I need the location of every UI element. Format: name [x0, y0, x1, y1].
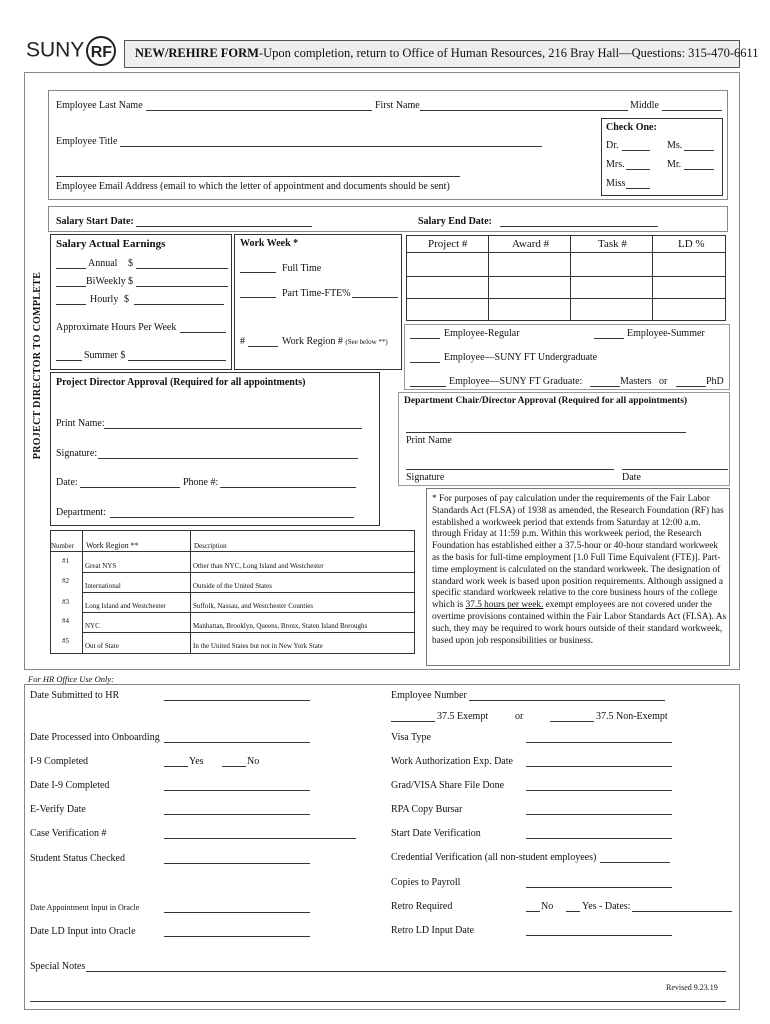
region-header-number: Number — [51, 542, 74, 550]
region-row-line — [82, 592, 415, 593]
hr-employee-number: Employee Number — [391, 690, 467, 701]
hr-exempt-check[interactable] — [391, 721, 435, 722]
award-col-divider — [570, 235, 571, 321]
hr-work-auth: Work Authorization Exp. Date — [391, 756, 513, 767]
salary-start-field[interactable] — [136, 226, 312, 227]
side-label: PROJECT DIRECTOR TO COMPLETE — [32, 271, 44, 460]
region-name: International — [85, 582, 121, 590]
hr-i9-completed: I-9 Completed — [30, 756, 89, 767]
region-num: #1 — [62, 557, 69, 565]
title-dr-field[interactable] — [622, 150, 650, 151]
work-week-box — [234, 234, 402, 370]
pd-signature-label: Signature: — [56, 448, 98, 459]
or-label: or — [659, 376, 668, 387]
region-name: NYC — [85, 622, 100, 630]
hr-credential-verification-field[interactable] — [600, 862, 670, 863]
first-name-field[interactable] — [420, 110, 628, 111]
phd-check[interactable] — [676, 386, 706, 387]
pd-date-label: Date: — [56, 477, 78, 488]
summer-check[interactable] — [56, 360, 82, 361]
hr-credential-verification: Credential Verification (all non-student employees) — [391, 852, 597, 863]
title-ms: Ms. — [667, 140, 683, 151]
emp-undergrad-label: Employee—SUNY FT Undergraduate — [444, 352, 598, 363]
pd-department-field[interactable] — [110, 517, 354, 518]
hr-date-appointment: Date Appointment Input in Oracle — [30, 903, 140, 912]
hr-visa-type: Visa Type — [391, 732, 431, 743]
hr-date-ld: Date LD Input into Oracle — [30, 926, 136, 937]
hr-date-submitted: Date Submitted to HR — [30, 690, 120, 701]
form-header — [124, 40, 759, 68]
pd-approval-box — [50, 372, 380, 526]
flsa-note — [432, 494, 728, 647]
hr-date-onboarding: Date Processed into Onboarding — [30, 732, 160, 743]
full-time-check[interactable] — [240, 272, 276, 273]
hr-retro-no: No — [541, 901, 554, 912]
form-title: NEW/REHIRE FORM — [135, 46, 259, 60]
hr-retro-dates-field[interactable] — [632, 911, 732, 912]
dc-print-label: Print Name — [406, 435, 452, 446]
phd-label: PhD — [706, 376, 724, 387]
pd-print-label: Print Name: — [56, 418, 105, 429]
pd-print-field[interactable] — [104, 428, 362, 429]
hr-date-submitted-field[interactable] — [164, 700, 310, 701]
hr-start-verification-field[interactable] — [526, 838, 672, 839]
biweekly-check[interactable] — [56, 286, 86, 287]
work-region-text: Work Region # — [282, 336, 343, 347]
title-mr: Mr. — [667, 159, 682, 170]
region-num: #5 — [62, 637, 69, 645]
region-row-line — [82, 632, 415, 633]
dollar-sign: $ — [128, 276, 133, 287]
region-num: #2 — [62, 577, 69, 585]
pd-department-label: Department: — [56, 507, 106, 518]
title-label: Employee Title — [56, 136, 118, 147]
hash-label: # — [240, 336, 245, 347]
hourly-label: Hourly — [90, 294, 119, 305]
title-mrs: Mrs. — [606, 159, 625, 170]
full-time-label: Full Time — [282, 263, 322, 274]
region-name: Out of State — [85, 642, 119, 650]
title-mr-field[interactable] — [684, 169, 714, 170]
form-subtitle: -Upon completion, return to Office of Human Resources, 216 Bray Hall—Questions: 315-470-6611 — [258, 46, 759, 60]
hr-retro-ld-field[interactable] — [526, 935, 672, 936]
flsa-text-1: * For purposes of pay calculation under the requirements of the Fair Labor Standards Act (FLSA) of 1938 as amended, the Research Foundation (RF) has established a workweek period that extends from Saturday at 12:00 a.m. through Friday at 11:59 p.m. Within this workweek period, the Research Foundation has established either a 37.5-hour or 40-hour standard workweek as the basis for full-time employment [1.0 Full Time Equivalent (FTE)]. Part-time employment is calculated on the standard workweek. The designation of standard work week is based upon position requirements. Although assigned a specific standard workweek relative to the core business hours of the college which is — [432, 494, 724, 611]
dc-signature-field[interactable] — [406, 469, 614, 470]
hr-i9-no-check[interactable] — [222, 766, 246, 767]
part-time-check[interactable] — [240, 297, 276, 298]
hr-everify: E-Verify Date — [30, 804, 86, 815]
suny-rf-logo — [26, 36, 116, 66]
dc-date-field[interactable] — [622, 469, 728, 470]
emp-graduate-label: Employee—SUNY FT Graduate: — [449, 376, 583, 387]
hr-start-verification: Start Date Verification — [391, 828, 481, 839]
hr-retro-required: Retro Required — [391, 901, 453, 912]
salary-start-label: Salary Start Date: — [56, 216, 134, 227]
region-num: #3 — [62, 598, 69, 606]
hr-date-i9-field[interactable] — [164, 790, 310, 791]
email-label: Employee Email Address (email to which the letter of appointment and documents should be sent) — [56, 181, 450, 192]
summer-label: Summer $ — [84, 350, 126, 361]
emp-summer-check[interactable] — [594, 338, 624, 339]
email-field[interactable] — [56, 176, 460, 177]
dc-signature-label: Signature — [406, 472, 445, 483]
emp-undergrad-check[interactable] — [410, 362, 440, 363]
check-one-label: Check One: — [606, 122, 657, 133]
dollar-sign: $ — [124, 294, 129, 305]
hr-date-onboarding-field[interactable] — [164, 742, 310, 743]
hr-student-status-field[interactable] — [164, 863, 310, 864]
hr-grad-visa-field[interactable] — [526, 790, 672, 791]
emp-graduate-check[interactable] — [410, 386, 446, 387]
region-header-desc: Description — [194, 542, 227, 550]
middle-field[interactable] — [662, 110, 722, 111]
dc-date-label: Date — [622, 472, 641, 483]
annual-check[interactable] — [56, 268, 86, 269]
logo-mark: RF — [86, 36, 116, 66]
project-header: Project # — [428, 238, 468, 250]
salary-dates-box — [48, 206, 728, 232]
masters-label: Masters — [620, 376, 652, 387]
work-region-label — [282, 336, 388, 347]
annual-amount[interactable] — [136, 268, 228, 269]
see-below-note: (See below **) — [345, 338, 388, 346]
hr-visa-type-field[interactable] — [526, 742, 672, 743]
hr-retro-ld: Retro LD Input Date — [391, 925, 475, 936]
hr-date-appointment-field[interactable] — [164, 912, 310, 913]
region-header-line — [50, 551, 415, 552]
emp-summer-label: Employee-Summer — [627, 328, 705, 339]
award-header: Award # — [512, 238, 550, 250]
dc-approval-title: Department Chair/Director Approval (Required for all appointments) — [404, 396, 688, 406]
part-time-label: Part Time-FTE% — [282, 288, 351, 299]
dollar-sign: $ — [128, 258, 133, 269]
hr-i9-yes: Yes — [189, 756, 204, 767]
region-num: #4 — [62, 617, 69, 625]
hr-special-notes: Special Notes — [30, 961, 86, 972]
title-miss-field[interactable] — [626, 188, 650, 189]
task-header: Task # — [598, 238, 627, 250]
region-desc: Outside of the United States — [193, 582, 272, 590]
ld-header: LD % — [678, 238, 705, 250]
region-name: Great NYS — [85, 562, 117, 570]
hourly-check[interactable] — [56, 304, 86, 305]
region-row-line — [82, 572, 415, 573]
emp-regular-label: Employee-Regular — [444, 328, 520, 339]
hr-i9-no: No — [247, 756, 260, 767]
hr-retro-yes: Yes - Dates: — [582, 901, 631, 912]
title-miss: Miss — [606, 178, 626, 189]
middle-label: Middle — [630, 100, 659, 111]
project-col-divider — [488, 235, 489, 321]
salary-end-field[interactable] — [500, 226, 658, 227]
task-col-divider — [652, 235, 653, 321]
masters-check[interactable] — [590, 386, 620, 387]
biweekly-label: BiWeekly — [86, 276, 126, 287]
pd-approval-title: Project Director Approval (Required for all appointments) — [56, 377, 306, 388]
row-divider-1 — [406, 276, 726, 277]
region-header-region: Work Region ** — [86, 541, 139, 550]
title-field[interactable] — [120, 146, 542, 147]
hr-work-auth-field[interactable] — [526, 766, 672, 767]
hr-special-notes-field[interactable] — [86, 971, 726, 972]
project-table-header-line — [406, 252, 726, 253]
hourly-amount[interactable] — [134, 304, 224, 305]
hr-employee-number-field[interactable] — [469, 700, 665, 701]
pd-phone-label: Phone #: — [183, 477, 219, 488]
region-desc: Manhattan, Brooklyn, Queens, Bronx, Staten Island Boroughs — [193, 622, 368, 630]
hr-student-status: Student Status Checked — [30, 853, 125, 864]
hr-rpa-copy-field[interactable] — [526, 814, 672, 815]
region-row-line — [82, 612, 415, 613]
flsa-text-2: exempt employees are not covered under the overtime provisions contained within the Fair Labor Standards Act (FLSA). As such, they may be required to work hours outside of their standard workweek, based upon job responsibilities or business. — [432, 600, 727, 646]
work-week-title: Work Week * — [240, 238, 299, 249]
hr-retro-no-check[interactable] — [526, 911, 540, 912]
row-divider-2 — [406, 298, 726, 299]
hr-everify-field[interactable] — [164, 814, 310, 815]
salary-end-label: Salary End Date: — [418, 216, 492, 227]
hr-nonexempt-check[interactable] — [550, 721, 594, 722]
title-ms-field[interactable] — [684, 150, 714, 151]
last-name-field[interactable] — [146, 110, 372, 111]
work-region-field[interactable] — [248, 346, 278, 347]
logo-text: SUNY — [26, 38, 85, 62]
earnings-box — [50, 234, 232, 370]
fte-field[interactable] — [352, 297, 398, 298]
hr-i9-yes-check[interactable] — [164, 766, 188, 767]
pd-phone-field[interactable] — [220, 487, 356, 488]
last-name-label: Employee Last Name — [56, 100, 143, 111]
region-desc: Other than NYC, Long Island and Westchester — [193, 562, 324, 570]
hr-exempt-or: or — [515, 711, 524, 722]
annual-label: Annual — [88, 258, 118, 269]
hr-grad-visa: Grad/VISA Share File Done — [391, 780, 505, 791]
first-name-label: First Name — [375, 100, 420, 111]
hr-case-verification-field[interactable] — [164, 838, 356, 839]
approx-hours-label: Approximate Hours Per Week — [56, 322, 177, 333]
summer-amount[interactable] — [128, 360, 226, 361]
earnings-title: Salary Actual Earnings — [56, 238, 166, 250]
hr-date-i9: Date I-9 Completed — [30, 780, 110, 791]
hr-label: For HR Office Use Only: — [28, 674, 114, 684]
title-mrs-field[interactable] — [626, 169, 650, 170]
title-dr: Dr. — [606, 140, 619, 151]
dc-print-field[interactable] — [406, 432, 686, 433]
hr-rpa-copy: RPA Copy Bursar — [391, 804, 463, 815]
hr-copies-payroll: Copies to Payroll — [391, 877, 461, 888]
emp-regular-check[interactable] — [410, 338, 440, 339]
region-desc: Suffolk, Nassau, and Westchester Counties — [193, 602, 314, 610]
pd-date-field[interactable] — [80, 487, 180, 488]
approx-hours-field[interactable] — [180, 332, 226, 333]
hr-special-notes-line-2[interactable] — [30, 1001, 726, 1002]
hr-case-verification: Case Verification # — [30, 828, 107, 839]
hr-date-ld-field[interactable] — [164, 936, 310, 937]
hr-nonexempt: 37.5 Non-Exempt — [596, 711, 668, 722]
biweekly-amount[interactable] — [136, 286, 228, 287]
hr-retro-yes-check[interactable] — [566, 911, 580, 912]
hr-copies-payroll-field[interactable] — [526, 887, 672, 888]
flsa-underline: 37.5 hours per week. — [465, 600, 544, 611]
region-name: Long Island and Westchester — [85, 602, 166, 610]
region-desc: In the United States but not in New York State — [193, 642, 323, 650]
pd-signature-field[interactable] — [98, 458, 358, 459]
revised-date: Revised 9.23.19 — [666, 983, 718, 992]
hr-exempt: 37.5 Exempt — [437, 711, 489, 722]
